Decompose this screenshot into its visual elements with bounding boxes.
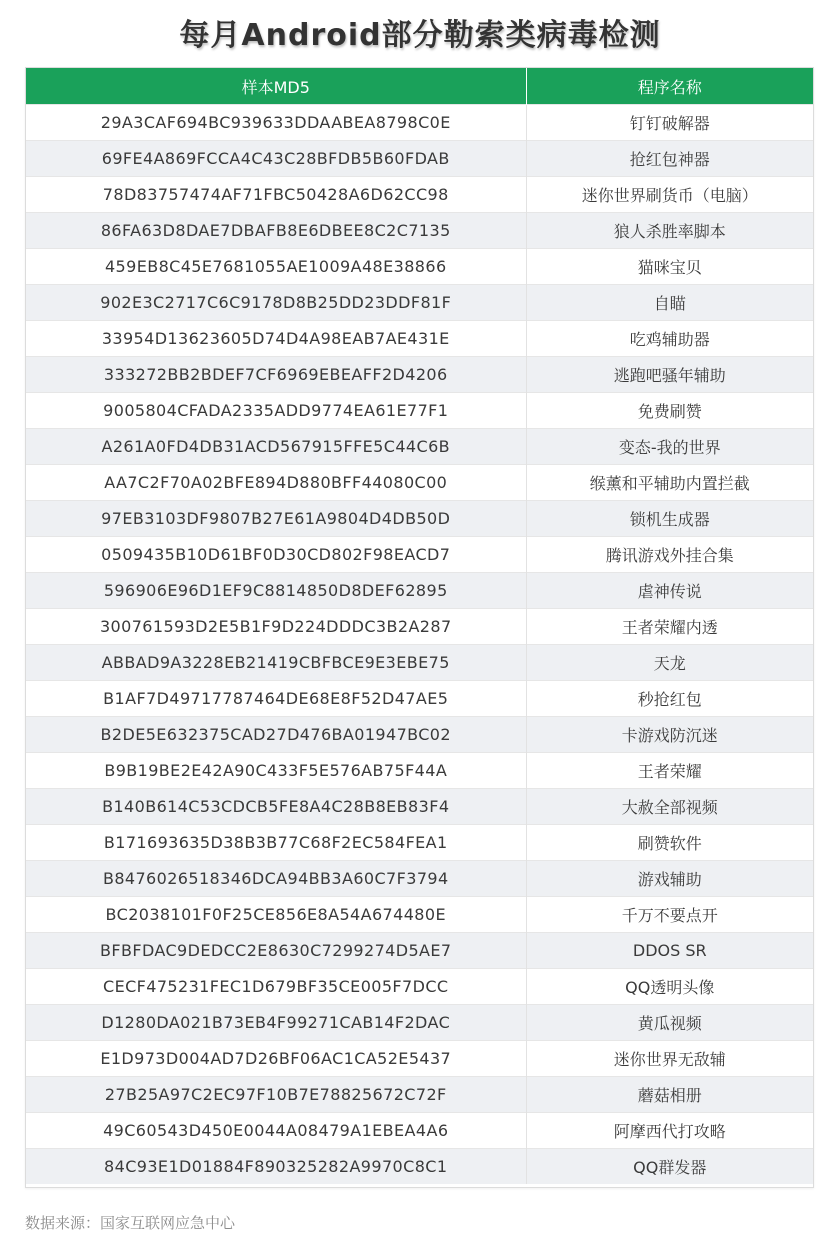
program-name-cell: 吃鸡辅助器 bbox=[526, 321, 813, 357]
table-header-row bbox=[26, 68, 813, 105]
program-name-cell: 自瞄 bbox=[526, 285, 813, 321]
header-program-name: 程序名称 bbox=[526, 68, 813, 105]
table-row bbox=[26, 825, 813, 861]
table-row bbox=[26, 789, 813, 825]
header-md5: 样本MD5 bbox=[26, 68, 526, 105]
table-row bbox=[26, 177, 813, 213]
table-row bbox=[26, 933, 813, 969]
program-name-cell: 迷你世界刷货币（电脑） bbox=[526, 177, 813, 213]
table-row bbox=[26, 285, 813, 321]
program-name-cell: 狼人杀胜率脚本 bbox=[526, 213, 813, 249]
table-row bbox=[26, 357, 813, 393]
program-name-cell: 免费刷赞 bbox=[526, 393, 813, 429]
table-row bbox=[26, 1005, 813, 1041]
md5-cell: B171693635D38B3B77C68F2EC584FEA1 bbox=[26, 825, 526, 861]
md5-cell: 0509435B10D61BF0D30CD802F98EACD7 bbox=[26, 537, 526, 573]
table-row bbox=[26, 969, 813, 1005]
table-row bbox=[26, 645, 813, 681]
md5-cell: 86FA63D8DAE7DBAFB8E6DBEE8C2C7135 bbox=[26, 213, 526, 249]
table-row bbox=[26, 897, 813, 933]
program-name-cell: 游戏辅助 bbox=[526, 861, 813, 897]
program-name-cell: 变态-我的世界 bbox=[526, 429, 813, 465]
md5-cell: 300761593D2E5B1F9D224DDDC3B2A287 bbox=[26, 609, 526, 645]
md5-cell: B9B19BE2E42A90C433F5E576AB75F44A bbox=[26, 753, 526, 789]
program-name-cell: QQ透明头像 bbox=[526, 969, 813, 1005]
md5-cell: BFBFDAC9DEDCC2E8630C7299274D5AE7 bbox=[26, 933, 526, 969]
program-name-cell: 王者荣耀 bbox=[526, 753, 813, 789]
program-name-cell: 蘑菇相册 bbox=[526, 1077, 813, 1113]
table-row bbox=[26, 1041, 813, 1077]
md5-cell: CECF475231FEC1D679BF35CE005F7DCC bbox=[26, 969, 526, 1005]
table-row bbox=[26, 465, 813, 501]
md5-cell: B2DE5E632375CAD27D476BA01947BC02 bbox=[26, 717, 526, 753]
program-name-cell: 缑薰和平辅助内置拦截 bbox=[526, 465, 813, 501]
program-name-cell: 逃跑吧骚年辅助 bbox=[526, 357, 813, 393]
md5-cell: ABBAD9A3228EB21419CBFBCE9E3EBE75 bbox=[26, 645, 526, 681]
program-name-cell: 虐神传说 bbox=[526, 573, 813, 609]
program-name-cell: 千万不要点开 bbox=[526, 897, 813, 933]
program-name-cell: 天龙 bbox=[526, 645, 813, 681]
md5-cell: AA7C2F70A02BFE894D880BFF44080C00 bbox=[26, 465, 526, 501]
program-name-cell: 迷你世界无敌辅 bbox=[526, 1041, 813, 1077]
program-name-cell: 抢红包神器 bbox=[526, 141, 813, 177]
md5-cell: E1D973D004AD7D26BF06AC1CA52E5437 bbox=[26, 1041, 526, 1077]
md5-cell: 27B25A97C2EC97F10B7E78825672C72F bbox=[26, 1077, 526, 1113]
table-row bbox=[26, 213, 813, 249]
md5-cell: 902E3C2717C6C9178D8B25DD23DDF81F bbox=[26, 285, 526, 321]
md5-cell: 78D83757474AF71FBC50428A6D62CC98 bbox=[26, 177, 526, 213]
program-name-cell: 阿摩西代打攻略 bbox=[526, 1113, 813, 1149]
program-name-cell: 腾讯游戏外挂合集 bbox=[526, 537, 813, 573]
data-source-note: 数据来源：国家互联网应急中心 bbox=[25, 1214, 236, 1232]
table-row bbox=[26, 609, 813, 645]
program-name-cell: 钉钉破解器 bbox=[526, 105, 813, 141]
md5-cell: D1280DA021B73EB4F99271CAB14F2DAC bbox=[26, 1005, 526, 1041]
table-row bbox=[26, 429, 813, 465]
program-name-cell: 锁机生成器 bbox=[526, 501, 813, 537]
md5-cell: 69FE4A869FCCA4C43C28BFDB5B60FDAB bbox=[26, 141, 526, 177]
md5-cell: B8476026518346DCA94BB3A60C7F3794 bbox=[26, 861, 526, 897]
program-name-cell: 卡游戏防沉迷 bbox=[526, 717, 813, 753]
md5-cell: 49C60543D450E0044A08479A1EBEA4A6 bbox=[26, 1113, 526, 1149]
program-name-cell: 秒抢红包 bbox=[526, 681, 813, 717]
table-row bbox=[26, 393, 813, 429]
md5-cell: BC2038101F0F25CE856E8A54A674480E bbox=[26, 897, 526, 933]
page-title: 每月Android部分勒索类病毒检测 bbox=[179, 18, 661, 53]
md5-cell: 33954D13623605D74D4A98EAB7AE431E bbox=[26, 321, 526, 357]
table-row bbox=[26, 681, 813, 717]
table-row bbox=[26, 501, 813, 537]
program-name-cell: 猫咪宝贝 bbox=[526, 249, 813, 285]
md5-cell: 9005804CFADA2335ADD9774EA61E77F1 bbox=[26, 393, 526, 429]
table-row bbox=[26, 249, 813, 285]
table-row bbox=[26, 321, 813, 357]
md5-cell: 333272BB2BDEF7CF6969EBEAFF2D4206 bbox=[26, 357, 526, 393]
virus-table bbox=[26, 68, 813, 1184]
program-name-cell: 大赦全部视频 bbox=[526, 789, 813, 825]
program-name-cell: QQ群发器 bbox=[526, 1149, 813, 1185]
table-row bbox=[26, 717, 813, 753]
md5-cell: B1AF7D49717787464DE68E8F52D47AE5 bbox=[26, 681, 526, 717]
md5-cell: A261A0FD4DB31ACD567915FFE5C44C6B bbox=[26, 429, 526, 465]
table-row bbox=[26, 573, 813, 609]
table-row bbox=[26, 861, 813, 897]
md5-cell: B140B614C53CDCB5FE8A4C28B8EB83F4 bbox=[26, 789, 526, 825]
table-row bbox=[26, 537, 813, 573]
table-body bbox=[26, 105, 813, 1185]
md5-cell: 29A3CAF694BC939633DDAABEA8798C0E bbox=[26, 105, 526, 141]
md5-cell: 84C93E1D01884F890325282A9970C8C1 bbox=[26, 1149, 526, 1185]
table-row bbox=[26, 105, 813, 141]
program-name-cell: 王者荣耀内透 bbox=[526, 609, 813, 645]
virus-table-container bbox=[25, 67, 814, 1188]
table-row bbox=[26, 1077, 813, 1113]
md5-cell: 596906E96D1EF9C8814850D8DEF62895 bbox=[26, 573, 526, 609]
table-row bbox=[26, 141, 813, 177]
table-row bbox=[26, 1149, 813, 1185]
table-row bbox=[26, 1113, 813, 1149]
program-name-cell: DDOS SR bbox=[526, 933, 813, 969]
md5-cell: 459EB8C45E7681055AE1009A48E38866 bbox=[26, 249, 526, 285]
md5-cell: 97EB3103DF9807B27E61A9804D4DB50D bbox=[26, 501, 526, 537]
program-name-cell: 刷赞软件 bbox=[526, 825, 813, 861]
table-row bbox=[26, 753, 813, 789]
program-name-cell: 黄瓜视频 bbox=[526, 1005, 813, 1041]
